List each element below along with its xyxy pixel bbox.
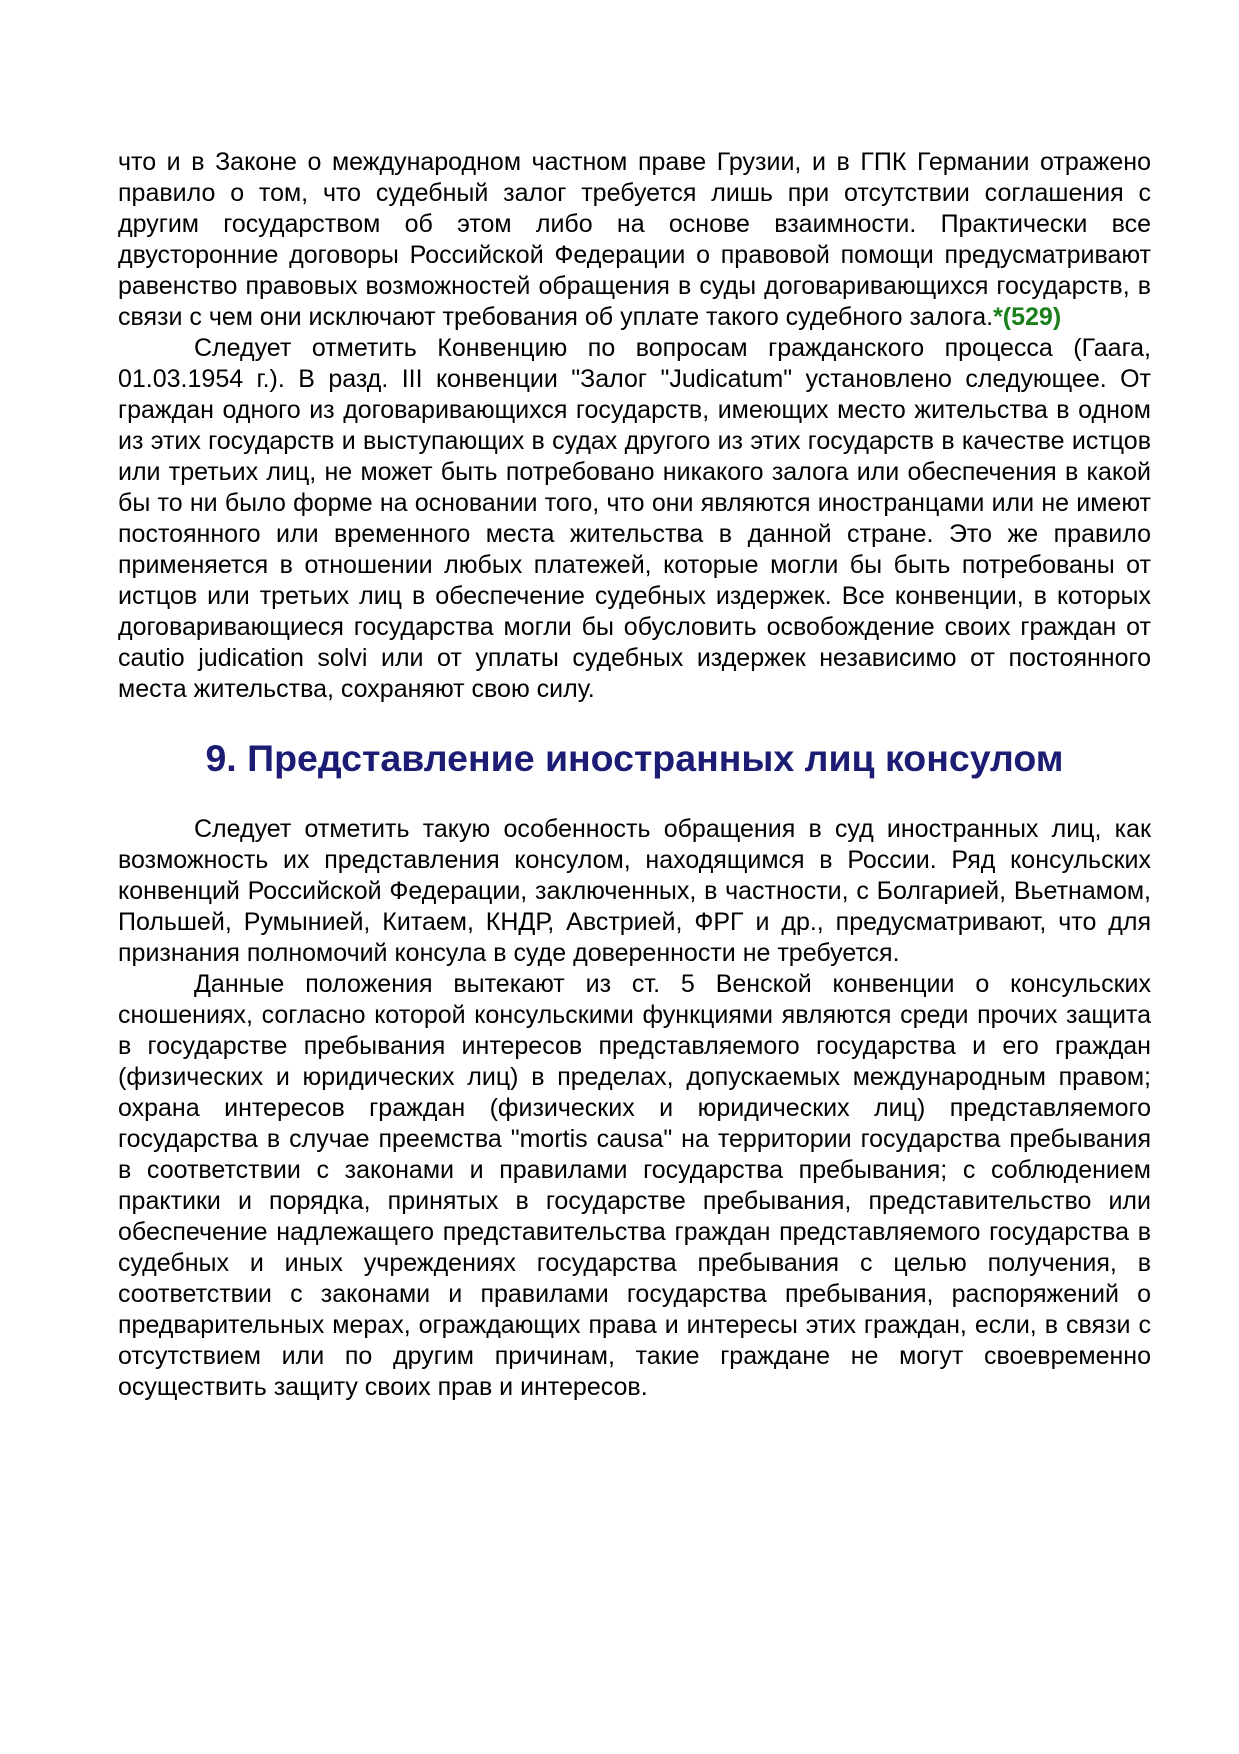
paragraph-vienna-convention: Данные положения вытекают из ст. 5 Венской конвенции о консульских сношениях, согласно которой консульскими функциями являются среди прочих защита в государстве пребывания интересов представляемого государства и его граждан (физических и юридических лиц) в пределах, допускаемых международным правом; охрана интересов граждан (физических и юридических лиц) представляемого государства в случае преемства "mortis causa" на территории государства пребывания в соответствии с законами и правилами государства пребывания; с соблюдением практики и порядка, принятых в государстве пребывания, представительство или обеспечение надлежащего представительства граждан представляемого государства в судебных и иных учреждениях государства пребывания с целью получения, в соответствии с законами и правилами государства пребывания, распоряжений о предварительных мерах, ограждающих права и интересы этих граждан, если, в связи с отсутствием или по другим причинам, такие граждане не могут своевременно осуществить защиту своих прав и интересов.	[118, 970, 1151, 1401]
paragraph-hague-convention: Следует отметить Конвенцию по вопросам гражданского процесса (Гаага, 01.03.1954 г.). В разд. III конвенции "Залог "Judicatum" установлено следующее. От граждан одного из договаривающихся государств, имеющих место жительства в одном из этих государств и выступающих в судах другого из этих государств в качестве истцов или третьих лиц, не может быть потребовано никакого залога или обеспечения в какой бы то ни было форме на основании того, что они являются иностранцами или не имеют постоянного или временного места жительства в данной стране. Это же правило применяется в отношении любых платежей, которые могли бы быть потребованы от истцов или третьих лиц в обеспечение судебных издержек. Все конвенции, в которых договаривающиеся государства могли бы обусловить освобождение своих граждан от cautio judication solvi или от уплаты судебных издержек независимо от постоянного места жительства, сохраняют свою силу.	[118, 334, 1151, 703]
paragraph-consul-representation: Следует отметить такую особенность обращения в суд иностранных лиц, как возможность их представления консулом, находящимся в России. Ряд консульских конвенций Российской Федерации, заключенных, в частности, с Болгарией, Вьетнамом, Польшей, Румынией, Китаем, КНДР, Австрией, ФРГ и др., предусматривают, что для признания полномочий консула в суде доверенности не требуется.	[118, 815, 1151, 967]
paragraph-continued	[118, 147, 1151, 333]
section-heading: 9. Представление иностранных лиц консулом	[205, 737, 1064, 779]
paragraph-text: что и в Законе о международном частном праве Грузии, и в ГПК Германии отражено правило о том, что судебный залог требуется лишь при отсутствии соглашения с другим государством об этом либо на основе взаимности. Практически все двусторонние договоры Российской Федерации о правовой помощи предусматривают равенство правовых возможностей обращения в суды договаривающихся государств, в связи с чем они исключают требования об уплате такого судебного залога.	[118, 148, 1151, 331]
footnote-link[interactable]: *(529)	[993, 303, 1062, 331]
document-page	[118, 147, 1151, 1403]
